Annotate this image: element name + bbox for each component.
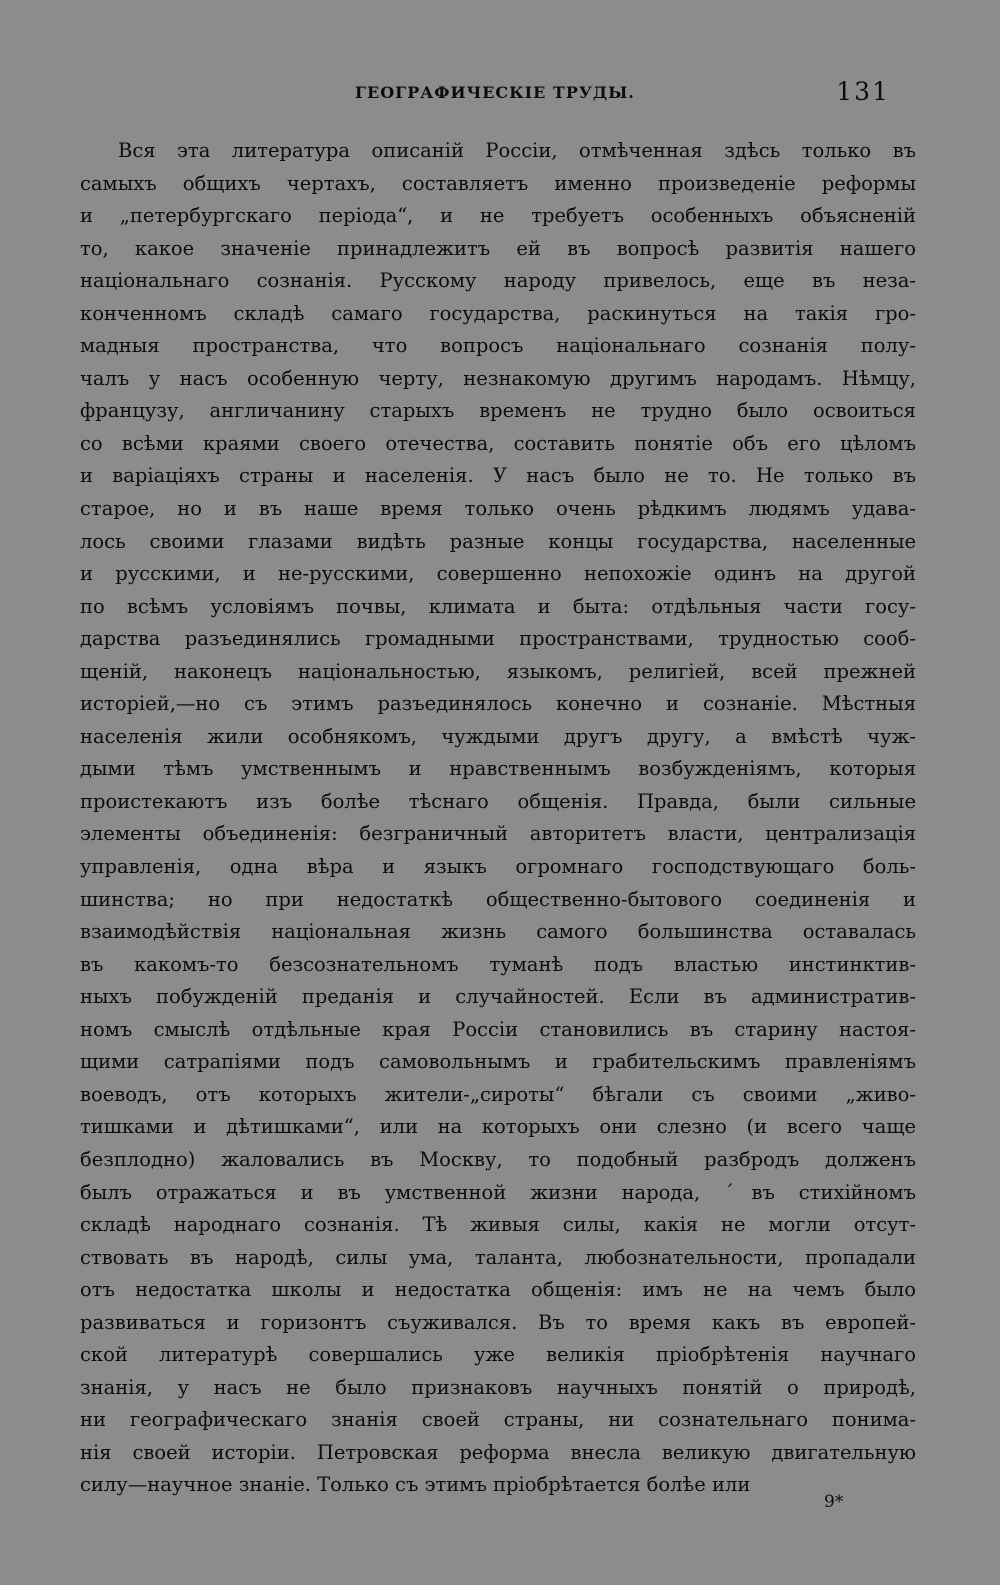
text-line: національнаго сознанія. Русскому народу привелось, еще въ неза- [80, 269, 916, 293]
text-line: ни географическаго знанія своей страны, ни сознательнаго понима- [80, 1408, 916, 1432]
text-line: и варіаціяхъ страны и населенія. У насъ было не то. Не только въ [80, 464, 916, 488]
text-line: ныхъ побужденій преданія и случайностей. Если въ административ- [80, 985, 916, 1009]
text-line: складѣ народнаго сознанія. Тѣ живыя силы, какія не могли отсут- [80, 1213, 916, 1237]
text-line: и русскими, и не-русскими, совершенно непохожіе одинъ на другой [80, 562, 916, 586]
text-line: исторіей,—но съ этимъ разъединялось конечно и сознаніе. Мѣстныя [80, 692, 916, 716]
text-line: населенія жили особнякомъ, чуждыми другъ другу, а вмѣстѣ чуж- [80, 724, 916, 748]
text-line: самыхъ общихъ чертахъ, составляетъ именно произведеніе реформы [80, 171, 916, 195]
text-line: проистекаютъ изъ болѣе тѣснаго общенія. Правда, были сильные [80, 789, 916, 813]
text-line: въ какомъ-то безсознательномъ туманѣ подъ властью инстинктив- [80, 952, 916, 976]
text-line: старое, но и въ наше время только очень рѣдкимъ людямъ удава- [80, 497, 916, 521]
text-line: то, какое значеніе принадлежитъ ей въ вопросѣ развитія нашего [80, 236, 916, 260]
text-line: щими сатрапіями подъ самовольнымъ и грабительскимъ правленіямъ [80, 1050, 916, 1074]
text-line: нія своей исторіи. Петровская реформа внесла великую двигательную [80, 1440, 916, 1464]
signature-mark: 9* [824, 1492, 844, 1512]
page-number: 131 [836, 77, 890, 106]
text-line: отъ недостатка школы и недостатка общенія: имъ не на чемъ было [80, 1278, 916, 1302]
text-line: элементы объединенія: безграничный авторитетъ власти, централизація [80, 822, 916, 846]
text-line: воеводъ, отъ которыхъ жители-„сироты“ бѣгали съ своими „живо- [80, 1082, 916, 1106]
text-line: и „петербургскаго періода“, и не требуетъ особенныхъ объясненій [80, 204, 916, 228]
text-line: французу, англичанину старыхъ временъ не трудно было освоиться [80, 399, 916, 423]
running-head [80, 77, 900, 109]
text-line: взаимодѣйствія національная жизнь самого большинства оставалась [80, 920, 916, 944]
text-line: чалъ у насъ особенную черту, незнакомую другимъ народамъ. Нѣмцу, [80, 366, 916, 390]
text-line: Вся эта литература описаній Россіи, отмѣченная здѣсь только въ [118, 139, 916, 162]
text-line: развиваться и горизонтъ съуживался. Въ то время какъ въ европей- [80, 1310, 916, 1334]
text-line: щеній, наконецъ національностью, языкомъ, религіей, всей прежней [80, 659, 916, 683]
text-line: дарства разъединялись громадными пространствами, трудностью сооб- [80, 627, 916, 651]
text-line: силу—научное знаніе. Только съ этимъ пріобрѣтается болѣе или [80, 1473, 751, 1497]
text-line: ской литературѣ совершались уже великія пріобрѣтенія научнаго [80, 1343, 916, 1367]
text-line: тишками и дѣтишками“, или на которыхъ они слезно (и всего чаще [80, 1115, 916, 1139]
text-line: номъ смыслѣ отдѣльные края Россіи становились въ старину настоя- [80, 1017, 916, 1041]
text-line: со всѣми краями своего отечества, составить понятіе объ его цѣломъ [80, 431, 916, 455]
text-line: безплодно) жаловались въ Москву, то подобный разбродъ долженъ [80, 1147, 916, 1171]
text-line: дыми тѣмъ умственнымъ и нравственнымъ возбужденіямъ, которыя [80, 757, 916, 781]
text-line: мадныя пространства, что вопросъ національнаго сознанія полу- [80, 334, 916, 358]
text-line: по всѣмъ условіямъ почвы, климата и быта: отдѣльныя части госу- [80, 594, 916, 618]
text-line: управленія, одна вѣра и языкъ огромнаго господствующаго боль- [80, 855, 916, 879]
text-line: былъ отражаться и въ умственной жизни народа, ˊвъ стихійномъ [80, 1180, 916, 1204]
text-line: шинства; но при недостаткѣ общественно-бытового соединенія и [80, 887, 916, 911]
text-line: ствовать въ народѣ, силы ума, таланта, любознательности, пропадали [80, 1245, 916, 1269]
text-line: конченномъ складѣ самаго государства, раскинуться на такія гро- [80, 301, 916, 325]
running-title: ГЕОГРАФИЧЕСКІЕ ТРУДЫ. [355, 83, 635, 102]
text-line: знанія, у насъ не было признаковъ научныхъ понятій о природѣ, [80, 1375, 916, 1399]
text-line: лось своими глазами видѣть разные концы государства, населенные [80, 529, 916, 553]
body-text [80, 135, 916, 1502]
